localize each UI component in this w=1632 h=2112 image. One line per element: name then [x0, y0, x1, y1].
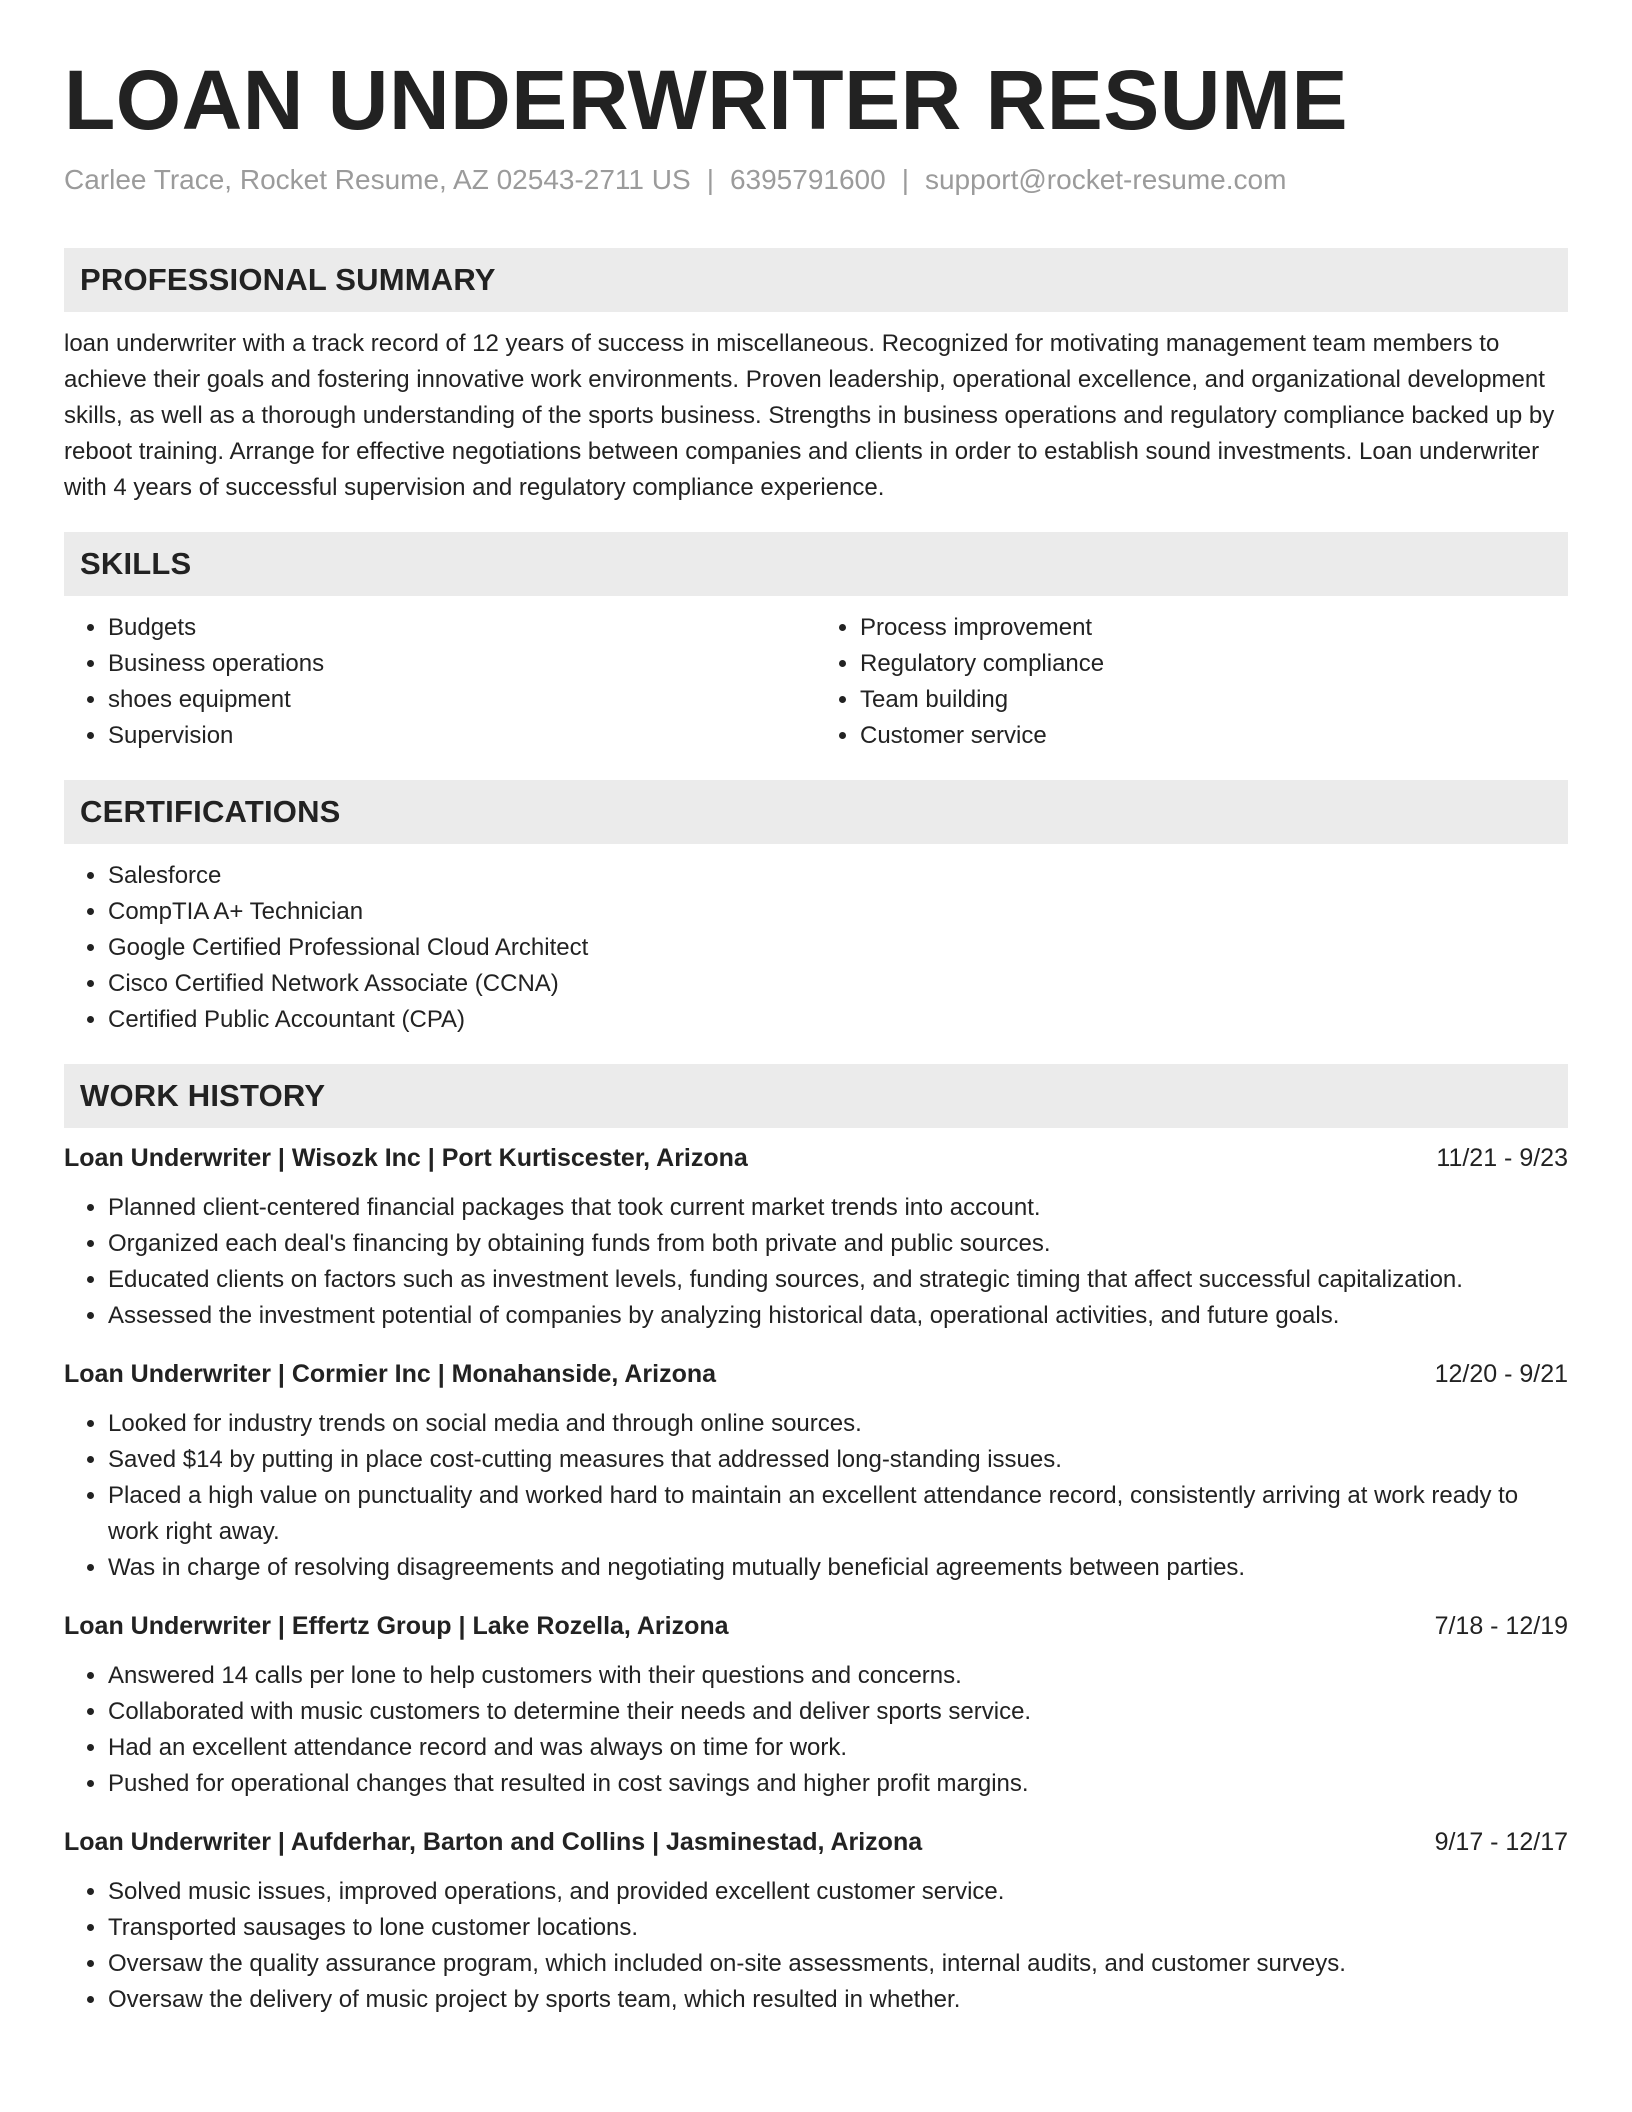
contact-address: Carlee Trace, Rocket Resume, AZ 02543-2711 US — [64, 163, 691, 195]
skill-item: • Budgets — [108, 610, 816, 646]
job-bullet: • Oversaw the delivery of music project by sports team, which resulted in whether. — [108, 1982, 1568, 2018]
certification-item: • Cisco Certified Network Associate (CCNA) — [108, 966, 1568, 1002]
section-heading-summary: PROFESSIONAL SUMMARY — [64, 248, 1568, 312]
job-dates: 11/21 - 9/23 — [1436, 1144, 1568, 1173]
job-bullet: • Organized each deal's financing by obtaining funds from both private and public sources. — [108, 1226, 1568, 1262]
job-bullet: • Educated clients on factors such as investment levels, funding sources, and strategic timing that affect successful capitalization. — [108, 1262, 1568, 1298]
job-entry — [64, 1356, 1568, 1586]
section-heading-skills: SKILLS — [64, 532, 1568, 596]
job-bullet: • Collaborated with music customers to determine their needs and deliver sports service. — [108, 1694, 1568, 1730]
summary-text: loan underwriter with a track record of 12 years of success in miscellaneous. Recognized for motivating management team members to achieve their goals and fostering innovative work environments. Proven leadership, operational excellence, and organizational development skills, as well as a thorough understanding of the sports business. Strengths in business operations and regulatory compliance backed up by reboot training. Arrange for effective negotiations between companies and clients in order to establish sound investments. Loan underwriter with 4 years of successful supervision and regulatory compliance experience. — [64, 330, 1555, 502]
certifications-list — [64, 858, 1568, 1038]
job-title: Loan Underwriter | Aufderhar, Barton and Collins | Jasminestad, Arizona — [64, 1828, 923, 1857]
job-header — [64, 1608, 1568, 1644]
summary-section — [64, 248, 1568, 506]
certification-item: • CompTIA A+ Technician — [108, 894, 1568, 930]
job-entry — [64, 1824, 1568, 2018]
job-bullet: • Transported sausages to lone customer locations. — [108, 1910, 1568, 1946]
certification-item: • Google Certified Professional Cloud Architect — [108, 930, 1568, 966]
job-bullet: • Solved music issues, improved operations, and provided excellent customer service. — [108, 1874, 1568, 1910]
skill-item: • Business operations — [108, 646, 816, 682]
contact-separator: | — [901, 163, 909, 195]
job-bullets — [64, 1406, 1568, 1586]
job-bullet: • Was in charge of resolving disagreements and negotiating mutually beneficial agreements between parties. — [108, 1550, 1568, 1586]
job-bullet: • Saved $14 by putting in place cost-cutting measures that addressed long-standing issues. — [108, 1442, 1568, 1478]
contact-line — [64, 163, 1568, 197]
skills-section — [64, 532, 1568, 754]
skills-grid — [64, 610, 1568, 754]
skill-item: • Process improvement — [860, 610, 1568, 646]
skill-item: • shoes equipment — [108, 682, 816, 718]
job-bullet: • Planned client-centered financial packages that took current market trends into account. — [108, 1190, 1568, 1226]
job-bullet: • Pushed for operational changes that resulted in cost savings and higher profit margins. — [108, 1766, 1568, 1802]
contact-email: support@rocket-resume.com — [924, 163, 1287, 195]
section-heading-certifications: CERTIFICATIONS — [64, 780, 1568, 844]
skill-item: • Supervision — [108, 718, 816, 754]
job-bullet: • Oversaw the quality assurance program, which included on-site assessments, internal audits, and customer surveys. — [108, 1946, 1568, 1982]
certifications-section — [64, 780, 1568, 1038]
skills-list-left — [64, 610, 816, 754]
job-header — [64, 1140, 1568, 1176]
job-dates: 12/20 - 9/21 — [1434, 1360, 1568, 1389]
job-bullet: • Assessed the investment potential of companies by analyzing historical data, operational activities, and future goals. — [108, 1298, 1568, 1334]
skill-item: • Team building — [860, 682, 1568, 718]
section-heading-work-history: WORK HISTORY — [64, 1064, 1568, 1128]
job-title: Loan Underwriter | Effertz Group | Lake Rozella, Arizona — [64, 1612, 729, 1641]
skill-item: • Customer service — [860, 718, 1568, 754]
work-history-section — [64, 1064, 1568, 2018]
job-header — [64, 1356, 1568, 1392]
job-bullets — [64, 1190, 1568, 1334]
job-dates: 7/18 - 12/19 — [1434, 1612, 1568, 1641]
contact-phone: 6395791600 — [729, 163, 886, 195]
job-bullet: • Had an excellent attendance record and was always on time for work. — [108, 1730, 1568, 1766]
job-bullet: • Answered 14 calls per lone to help customers with their questions and concerns. — [108, 1658, 1568, 1694]
certification-item: • Salesforce — [108, 858, 1568, 894]
resume-title: LOAN UNDERWRITER RESUME — [64, 53, 1348, 147]
job-title: Loan Underwriter | Cormier Inc | Monahanside, Arizona — [64, 1360, 717, 1389]
job-entry — [64, 1140, 1568, 1334]
contact-separator: | — [706, 163, 714, 195]
job-bullets — [64, 1874, 1568, 2018]
job-dates: 9/17 - 12/17 — [1434, 1828, 1568, 1857]
job-bullets — [64, 1658, 1568, 1802]
skills-list-right — [816, 610, 1568, 754]
skill-item: • Regulatory compliance — [860, 646, 1568, 682]
job-title: Loan Underwriter | Wisozk Inc | Port Kurtiscester, Arizona — [64, 1144, 748, 1173]
job-entry — [64, 1608, 1568, 1802]
job-bullet: • Placed a high value on punctuality and worked hard to maintain an excellent attendance record, consistently arriving at work ready to work right away. — [108, 1478, 1568, 1550]
job-bullet: • Looked for industry trends on social media and through online sources. — [108, 1406, 1568, 1442]
certification-item: • Certified Public Accountant (CPA) — [108, 1002, 1568, 1038]
job-header — [64, 1824, 1568, 1860]
